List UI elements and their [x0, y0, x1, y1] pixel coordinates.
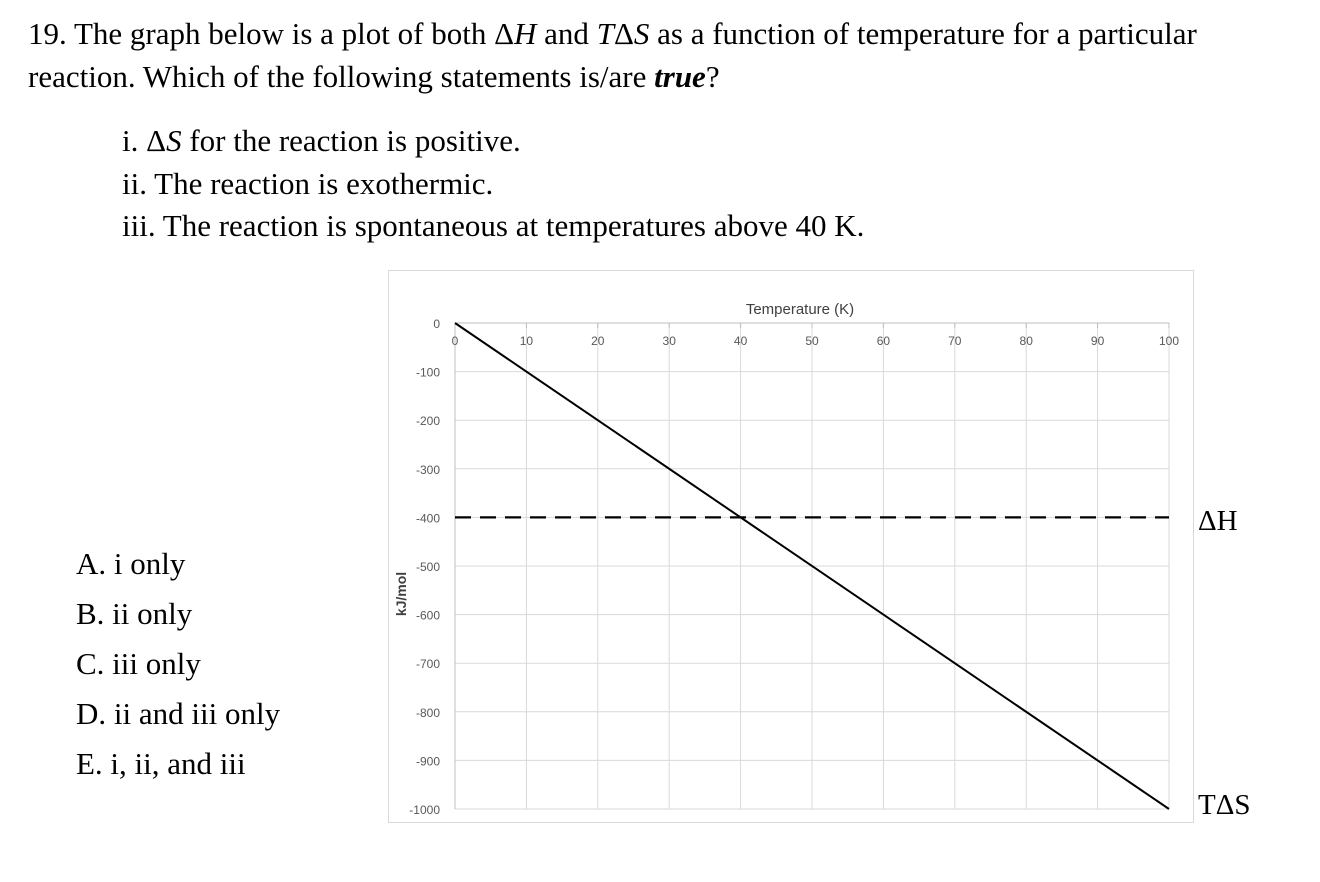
y-tick-label: -600 [415, 608, 440, 623]
y-tick-label: 0 [433, 317, 440, 331]
statement-i-prefix: i. Δ [122, 123, 167, 158]
question-emphasis: true [654, 59, 706, 94]
choice-a[interactable]: A. i only [76, 546, 186, 581]
question-text-d: reaction. Which of the following statements is/are [28, 59, 655, 94]
statement-iii: iii. The reaction is spontaneous at temperatures above 40 K. [122, 208, 865, 243]
chart [388, 270, 1194, 823]
question-text-b: and [536, 16, 597, 51]
y-axis-title: kJ/mol [393, 571, 409, 617]
question-var-h: H [514, 16, 537, 51]
choice-e[interactable]: E. i, ii, and iii [76, 746, 246, 781]
x-tick-label: 90 [1090, 334, 1105, 348]
question-number: 19. [28, 16, 67, 51]
x-tick-label: 80 [1019, 334, 1033, 348]
statement-i-var: S [166, 123, 182, 158]
question-text-c: as a function of temperature for a particular [649, 16, 1197, 51]
x-tick-label: 60 [876, 334, 891, 348]
question-text-a: The graph below is a plot of both Δ [73, 16, 515, 51]
choice-d[interactable]: D. ii and iii only [76, 696, 281, 731]
question-line-1 [28, 17, 1197, 51]
question-delta: Δ [613, 16, 634, 51]
x-tick-label: 0 [451, 334, 459, 348]
y-tick-label: -500 [415, 560, 440, 574]
statement-i-rest: for the reaction is positive. [181, 123, 521, 158]
question-text-e: ? [705, 59, 720, 94]
y-tick-label: -800 [415, 705, 440, 720]
y-tick-label: -900 [415, 754, 440, 769]
series-label-dh: ΔH [1198, 505, 1238, 537]
choice-c[interactable]: C. iii only [76, 646, 201, 681]
question-var-t: T [596, 16, 614, 51]
choice-b[interactable]: B. ii only [76, 596, 193, 631]
statement-i [122, 124, 521, 158]
y-tick-label: -100 [415, 365, 440, 380]
x-tick-label: 50 [805, 334, 819, 348]
statement-ii: ii. The reaction is exothermic. [122, 166, 494, 201]
x-axis-title: Temperature (K) [745, 301, 855, 318]
y-tick-label: -400 [415, 511, 440, 526]
question-line-2 [28, 60, 720, 94]
y-tick-label: -1000 [409, 803, 440, 817]
x-tick-label: 40 [733, 334, 748, 348]
y-tick-label: -200 [415, 414, 440, 429]
x-tick-label: 20 [591, 334, 605, 348]
x-tick-label: 10 [519, 334, 534, 348]
x-tick-label: 70 [948, 334, 962, 348]
chart-frame [389, 271, 1194, 823]
y-tick-label: -300 [415, 462, 440, 477]
y-tick-label: -700 [415, 657, 440, 672]
x-tick-label: 30 [662, 334, 676, 348]
series-label-tds: TΔS [1198, 789, 1251, 821]
question-var-s: S [633, 16, 650, 51]
x-tick-label: 100 [1158, 334, 1180, 348]
